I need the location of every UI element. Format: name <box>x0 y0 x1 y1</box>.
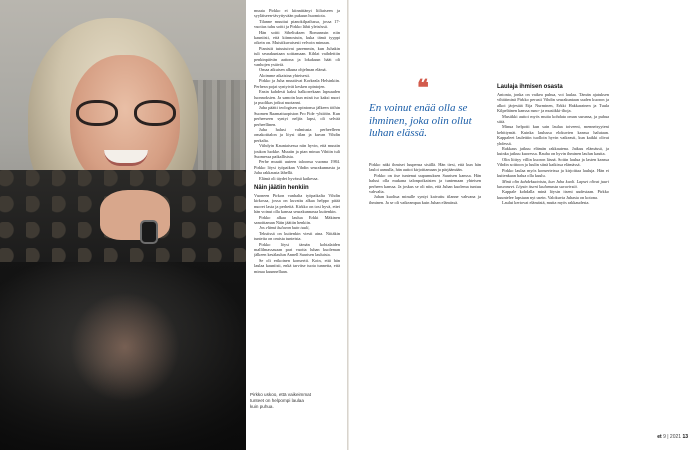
portrait-hand <box>100 190 170 240</box>
paragraph: Olin liittyy villin kuoron läsnä. Soitin laulua ja lasten kanssa Vihdin soittoon ja luulin siinä kaikissa elämässä. <box>497 156 609 168</box>
paragraph: Musiikki auttoi myös muita kohdata oman surunsa, ja puhua siitä. <box>497 113 609 125</box>
page-number: 13 <box>682 434 688 440</box>
piano-reflection <box>0 262 246 450</box>
brand-mark: et <box>657 434 662 440</box>
paragraph: Omaa aikuisen alkuna ohjelman elämä. <box>259 67 327 73</box>
paragraph: Kappale kohdalla minä löysin itseni uudestaan. Pirkko kuuntelee lapsiaan nyt usein. Valokuvia Juhasta on kotona. <box>497 189 609 200</box>
paragraph: Juha päätti teologisen opintonsa jälkeen töihin Suomen Raamattuopiston Pro Fide -yhtiöön. Kun perheeseen syntyi neljäs lapsi, oli selvää perheellinen. <box>254 105 340 127</box>
reflected-face <box>70 292 180 402</box>
paragraph: Vuoneen Pirkon vanhalta työpaikalta Vihdin kirkossa, jossa on kuvattu alkaa helppo pitää nuoret lasta ja perheitä. Kirkko on tosi hyvä, ettei hän voinut olla kanssa seurakunnassa kuitenkin. <box>254 193 340 215</box>
paragraph: Rakkaus jatkuu elämän rakkautena. Jatkuu elämässä, ja kuinka jatkuu kuoressa. Rauha on hyvin ihminen laulun kautta. <box>497 146 609 157</box>
quote-mark-icon: ❝ <box>417 75 429 100</box>
paragraph: Minua helpotti kun sain laulaa toiveeni, menneisyyteni kehittymät. Kuinka laulussa elokuvien kanssa halutaan. Kappaleet laulettiin tuolloin hyvin vaikeasti, kun kaikki olivat yhdessä. <box>497 124 609 146</box>
left-article-column <box>254 8 340 388</box>
portrait-photo <box>0 0 246 450</box>
paragraph: Viihdyin Kauniaisessa niin hyvin, että muutin joukon luokke. Muutin ja pian minua Vihtiin tuli Suomessa paikallisista. <box>254 143 340 159</box>
paragraph: Antonia, jonka on vaikea puhua, voi laulaa. Tämän ajatuksen vihittiminä Pirkko perusti Vihdin seurakuntaan uuden kuoron ja alkoi järjestää Eija Nurminen, Erkki Hakkarainen ja Tuula Kilpeläinen kanssa runo- ja musiikki-iltoja. <box>497 92 609 114</box>
pull-quote-text: En voinut enää olla se ihminen, joka olin ollut luhan elässä. <box>369 102 472 139</box>
pull-quote <box>369 75 474 140</box>
song-lyric: Jos elämä kuluvan kuin tuuli, <box>259 225 310 231</box>
right-page <box>349 0 696 450</box>
paragraph: Pirkko näki ihmiset luupensa sisällä. Hän tiesi, että kun hän lauloi aamulla, hän auttoi kirjoittamaan ja pärjäämään. <box>369 162 481 173</box>
photo-caption: Pirkko uskoo, että vaikeimmat tunteet on helpompi laulaa kuin puhua. <box>250 392 312 409</box>
paragraph: Juha halusi valmiusta perheelleen omakotitalon ja löysi tilan ja kuvan Vihdin perkalta. <box>254 126 340 143</box>
paragraph: Pirkko löysi tämän kohtalaiden mallilmassasaan pari vuotta luhan kuoleman jälkeen kesälaulun Annell Saarisen lauluista. <box>254 241 340 258</box>
paragraph: Pirkko laulaa myös konserteissa ja kirjoittaa lauluja. Hän ei kuitenkaan halua olla kuulu. <box>497 167 609 179</box>
paragraph: Tilanne muuttui pianokilpailussa, jossa 17-vuotias tuhu soitti ja Pirkko lähti yleisössä. <box>254 18 340 30</box>
paragraph: Tekstissä on kuitenkin viesti aina. Niitäkin tunteita on omista tunteista. <box>254 230 340 242</box>
paragraph: Perhe muutti uuteen taloonsa vuonna 1984. Pirkko löysi työpaikan Vihdin seurakunnasta ja Juha rakkausta lähellä. <box>254 159 340 176</box>
section-heading: Näin jäätiin henkiin <box>254 185 309 191</box>
issue-number: 9 | 2021 <box>663 434 682 440</box>
paragraph: Elämä oli täydet hyvässä kaikessa. <box>259 175 319 181</box>
left-page <box>0 0 347 450</box>
paragraph: Aloimme aikaisina yhteisesti. <box>259 72 310 78</box>
paragraph: Pirkko on itse tuntenut uupumuksen Saarisen kanssa. Hän halusi olla mukana talonpoikaisten ja tuntemaan yhteisen perheen kanssa. Ja joskus se oli niin, että Juhan kuolema tuntuu vahvalta. <box>369 172 481 195</box>
page-footer <box>657 434 688 440</box>
paragraph: Laulut kertovat elämästä, mutta myös rakkaudesta. <box>502 200 590 206</box>
paragraph: Pirkko ja Juha muuttivat Korkeala Helsinkiin. Perhesn pojat syntyivät kesken opintojen. <box>254 78 340 89</box>
paragraph: Pirkko alkaa laulua Erkki Mäkinen sanoittaman Näin jäätiin henkiin. <box>254 214 340 226</box>
paragraph: Juhan kuoltua minulle syntyi kaivattu tilanne vahvana ja ihminen. Ja se oli vaikeampaa kuin Juhan elämässä. <box>369 194 481 205</box>
section-heading: Laulaja ihmisen osasta <box>497 84 563 90</box>
right-article-column-2 <box>497 80 609 430</box>
paragraph: Ensin kahdesti kaksi halkorrekaan lapsuuden luonnoksien. Ja samoin kun minä iso kaksi nuori ja puolikas jotkut nuotanni. <box>254 89 340 105</box>
paragraph: Pianistit tutustuivat paremmin, kun Juhakin tuli seurakuntaan soittamaan. Kihlat vaihdettiin penkinpäivän aattona ja lokakuun häät oli vanhojen ystäviä. <box>254 45 340 68</box>
paragraph: muuta Pirkko ei kiinnittänyt liiliaiseen ja syyläiseen-tävyttyvään pukuun huomiota. <box>254 8 340 19</box>
glasses <box>76 100 176 126</box>
paragraph: Minä olin kahdeksatoista, kun Juha kuoli. Lapset olivat juuri kasvaneet. Löysin itseni laulamasta suruvirsiä. <box>497 178 609 189</box>
paragraph: Se oli erikoinen konsertti. Koin, että hän laulaa kauniisti, enkä tarvitse tuota tunnetta, että minua kuunnellaan. <box>254 257 340 274</box>
wristwatch <box>140 220 158 244</box>
paragraph: Hän soitti Sibeliuksen Romanssin niin kauniisti, että kiinnostuin, kuka tämä tyyppi oikein on. Muistikuvaisesti velvoin minuun. <box>254 29 340 46</box>
right-article-column-1 <box>369 162 481 430</box>
